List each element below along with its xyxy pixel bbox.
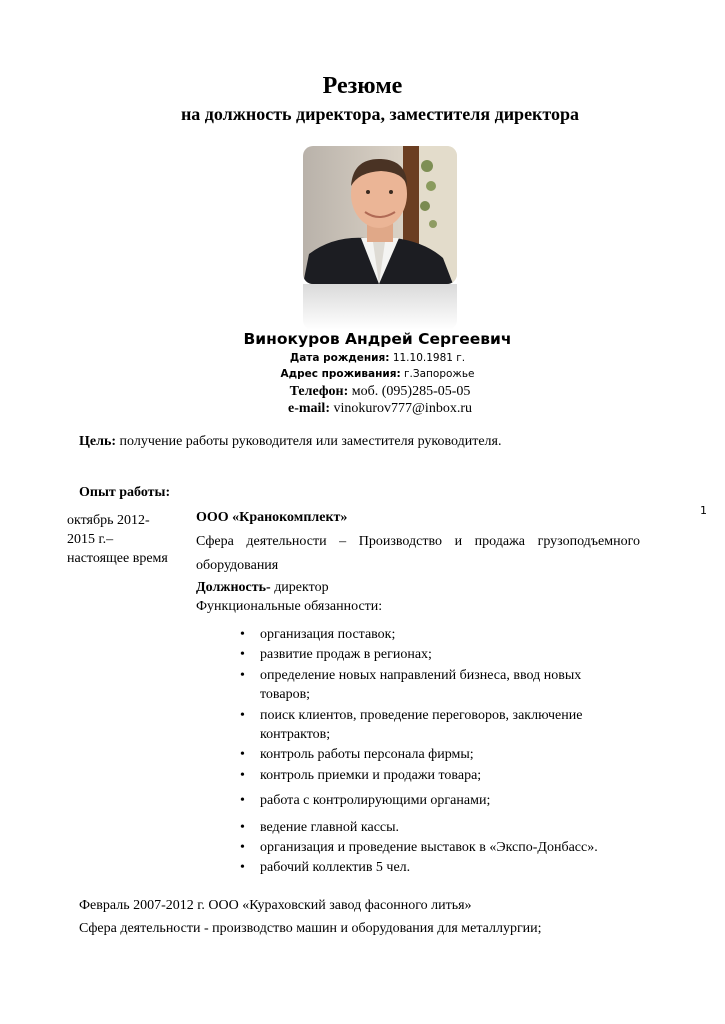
birth-date-line [0,352,725,364]
job1-duties-label: Функциональные обязанности: [196,599,383,614]
bullet-icon: • [240,840,245,855]
job1-period [67,511,182,568]
person-name: Винокуров Андрей Сергеевич [243,330,512,348]
duty-list-item [240,858,620,877]
duty-list-item [240,818,620,837]
duty-text: контроль приемки и продажи товара; [260,768,482,783]
bullet-icon: • [240,668,245,683]
experience-title: Опыт работы: [79,485,171,500]
duty-text: определение новых направлений бизнеса, ввод новых товаров; [260,668,582,702]
job1-sphere: Сфера деятельности – Производство и продажа грузоподъемного оборудования [196,534,640,573]
duty-list-item [240,745,620,764]
bullet-icon: • [240,820,245,835]
birth-date-label: Дата рождения: [289,352,390,364]
bullet-icon: • [240,747,245,762]
duty-list-item [240,838,620,857]
photo-reflection [303,284,457,330]
goal-line [79,434,501,450]
duty-list-item [240,706,620,744]
phone-value: моб. (095)285-05-05 [351,384,471,399]
duty-text: рабочий коллектив 5 чел. [260,860,411,875]
bullet-icon: • [240,647,245,662]
birth-date-value: 11.10.1981 г. [392,352,466,364]
bullet-icon: • [240,793,245,808]
duty-text: ведение главной кассы. [260,820,400,835]
job1-position-value: директор [274,580,329,595]
resume-title: Резюме [322,73,403,99]
duty-list-item [240,645,620,664]
duty-text: организация и проведение выставок в «Экспо-Донбасс». [260,840,598,855]
job1-period-line: 2015 г.– [67,532,114,547]
address-label: Адрес проживания: [280,368,401,380]
bullet-icon: • [240,768,245,783]
job1-period-line: настоящее время [67,551,168,566]
job2-sphere: Сфера деятельности - производство машин и оборудования для металлургии; [79,921,542,936]
phone-label: Телефон: [289,384,349,399]
duty-list-item [240,666,620,704]
job1-position [196,580,329,596]
duty-text: поиск клиентов, проведение переговоров, заключение контрактов; [260,708,583,742]
duty-text: организация поставок; [260,627,396,642]
duty-list-item [240,625,620,644]
email-line [0,401,725,417]
duty-list-item [240,791,620,810]
duty-text: работа с контролирующими органами; [260,793,491,808]
address-line [0,368,725,380]
email-value: vinokurov777@inbox.ru [333,401,472,416]
job2-line: Февраль 2007-2012 г. ООО «Кураховский завод фасонного литья» [79,898,472,913]
duty-text: развитие продаж в регионах; [260,647,432,662]
bullet-icon: • [240,708,245,723]
bullet-icon: • [240,627,245,642]
page-number: 1 [700,504,707,517]
resume-subtitle: на должность директора, заместителя директора [180,104,580,124]
phone-line [0,384,725,400]
email-label: e-mail: [288,401,330,416]
job1-position-label: Должность- [196,580,271,595]
duty-text: контроль работы персонала фирмы; [260,747,474,762]
goal-text: получение работы руководителя или заместителя руководителя. [119,434,502,449]
address-value: г.Запорожье [404,368,475,380]
duty-list-item [240,766,620,785]
bullet-icon: • [240,860,245,875]
profile-photo [303,146,457,284]
goal-label: Цель: [79,434,117,449]
job1-company: ООО «Кранокомплект» [196,510,348,525]
job1-period-line: октябрь 2012- [67,513,150,528]
